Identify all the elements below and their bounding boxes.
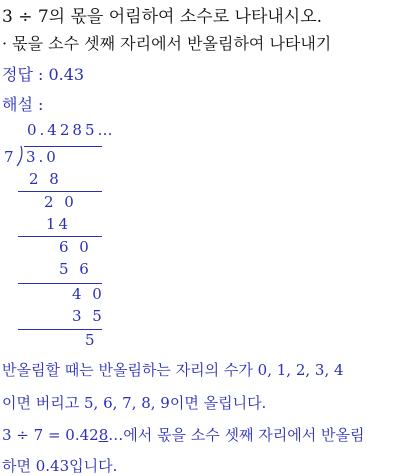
answer-line (2, 62, 84, 85)
division-rule (18, 283, 102, 284)
divisor: 7 (4, 148, 17, 166)
equation-start: 3 ÷ 7 = 0.42 (2, 426, 99, 444)
division-rule (18, 236, 102, 237)
explanation-line-1: 반올림할 때는 반올림하는 자리의 수가 0, 1, 2, 3, 4 (2, 361, 344, 379)
underlined-digit: 8 (98, 426, 109, 444)
division-row: 2 0 (44, 193, 77, 211)
explanation-line-3 (2, 424, 364, 445)
explanation-line-4: 하면 0.43입니다. (2, 457, 118, 475)
dividend: 3.0 (26, 148, 59, 166)
quotient: 0.4285… (27, 121, 116, 139)
division-bracket (16, 145, 26, 167)
answer-label: 정답 : (2, 65, 49, 84)
division-row: 5 (85, 331, 98, 349)
equation-rest: …에서 몫을 소수 셋째 자리에서 반올림 (108, 426, 365, 444)
division-bar (24, 146, 102, 147)
explanation-line-2: 이면 버리고 5, 6, 7, 8, 9이면 올립니다. (2, 394, 267, 412)
long-division (0, 118, 120, 348)
division-rule (18, 191, 102, 192)
division-row: 2 8 (29, 170, 62, 188)
division-row: 5 6 (59, 260, 92, 278)
division-row: 3 5 (72, 307, 105, 325)
subquestion-text: · 몫을 소수 셋째 자리에서 반올림하여 나타내기 (2, 34, 332, 53)
question-text: 3 ÷ 7의 몫을 어림하여 소수로 나타내시오. (2, 7, 323, 27)
answer-value: 0.43 (48, 65, 85, 84)
division-row: 4 0 (72, 285, 105, 303)
division-rule (18, 329, 102, 330)
division-row: 14 (46, 215, 72, 233)
solution-label: 해설 : (2, 95, 44, 114)
division-row: 6 0 (59, 238, 92, 256)
